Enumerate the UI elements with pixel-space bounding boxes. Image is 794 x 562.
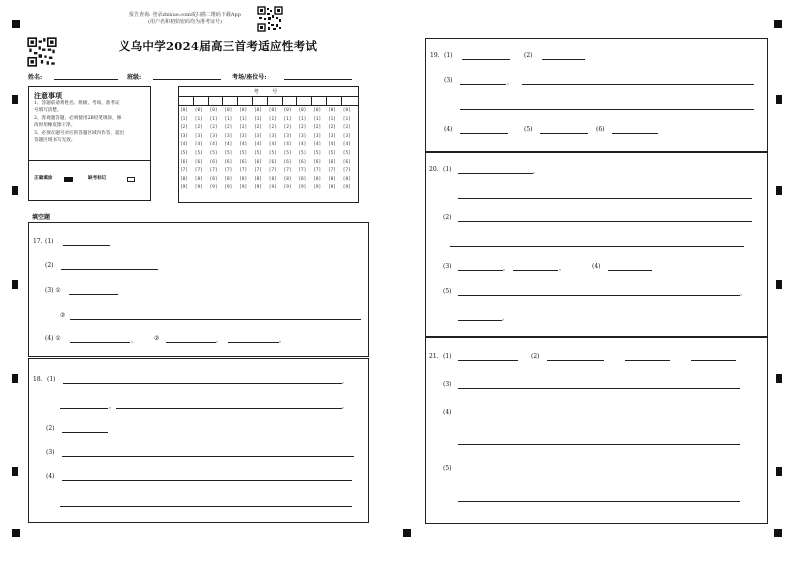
exam-id-bubble[interactable]: [8] bbox=[328, 176, 336, 182]
q19-part2-line[interactable] bbox=[542, 59, 585, 60]
exam-title: 义乌中学2024届高三首考适应性考试 bbox=[118, 39, 318, 53]
exam-id-bubble[interactable]: [8] bbox=[239, 176, 248, 182]
q20-part3-label: (3) bbox=[443, 263, 452, 270]
exam-id-bubble[interactable]: [3] bbox=[342, 133, 351, 139]
q21-part4-label: (4) bbox=[443, 409, 452, 416]
q17-part2-line[interactable] bbox=[61, 269, 158, 270]
q18-number: 18. bbox=[33, 376, 43, 383]
q19-part3c-line[interactable] bbox=[460, 109, 754, 110]
q20-part2b-line[interactable] bbox=[450, 246, 744, 247]
exam-id-bubble[interactable]: [9] bbox=[224, 185, 233, 191]
exam-id-bubble[interactable]: [8] bbox=[194, 176, 203, 182]
q19-part6-line[interactable] bbox=[612, 133, 658, 134]
exam-id-bubble[interactable]: [9] bbox=[298, 185, 307, 191]
q19-number: 19. bbox=[430, 52, 440, 59]
exam-id-bubble[interactable]: [7] bbox=[239, 168, 248, 174]
exam-id-entry-line bbox=[178, 105, 359, 106]
exam-id-bubble[interactable]: [6] bbox=[298, 159, 307, 165]
exam-id-bubble[interactable]: [2] bbox=[224, 125, 233, 131]
report-note-line2: (用户名和初始密码均为准考证号) bbox=[148, 19, 222, 25]
exam-id-bubble[interactable]: [5] bbox=[328, 151, 336, 156]
q18-part1-label: (1) bbox=[47, 376, 56, 383]
exam-id-bubble[interactable]: [7] bbox=[180, 168, 188, 174]
exam-id-column-divider bbox=[341, 96, 342, 105]
exam-id-bubble[interactable]: [4] bbox=[194, 142, 203, 148]
q21-part2-label: (2) bbox=[531, 353, 540, 360]
notes-divider bbox=[28, 160, 151, 161]
q19-part3b-line[interactable] bbox=[522, 84, 754, 85]
exam-id-bubble[interactable]: [5] bbox=[313, 151, 322, 156]
exam-id-bubble[interactable]: [7] bbox=[224, 168, 233, 174]
q17-part4-label: (4) ① bbox=[45, 335, 61, 342]
q19-part3a-line[interactable] bbox=[460, 84, 506, 85]
q19-part1-line[interactable] bbox=[462, 59, 510, 60]
exam-id-bubble[interactable]: [6] bbox=[283, 159, 292, 165]
exam-id-bubble[interactable]: [7] bbox=[209, 168, 218, 174]
exam-id-bubble[interactable]: [8] bbox=[313, 176, 322, 182]
q17-period: 。 bbox=[279, 337, 286, 344]
exam-id-bubble[interactable]: [6] bbox=[180, 159, 188, 165]
exam-id-header: 考 号 bbox=[253, 89, 284, 95]
exam-id-bubble[interactable]: [9] bbox=[268, 185, 277, 191]
q19-part3-label: (3) bbox=[444, 77, 453, 84]
fill-missing-box[interactable] bbox=[127, 177, 135, 182]
exam-id-bubble[interactable]: [2] bbox=[342, 125, 351, 131]
exam-id-bubble[interactable]: [0] bbox=[298, 108, 307, 113]
q17-part3-label: (3) ① bbox=[45, 287, 61, 294]
exam-id-bubble[interactable]: [5] bbox=[209, 151, 218, 156]
exam-id-bubble[interactable]: [8] bbox=[298, 176, 307, 182]
exam-id-bubble[interactable]: [0] bbox=[254, 108, 262, 113]
report-note-line1: 报告查询: 登录zhixue.com或扫描二维码下载App bbox=[129, 12, 241, 18]
exam-id-bubble[interactable]: [4] bbox=[283, 142, 292, 148]
q18-part1-line[interactable] bbox=[63, 383, 342, 384]
q18-part4b-line[interactable] bbox=[60, 506, 352, 507]
notes-item: 1、答题前请将姓名、班级、考场、准考证 bbox=[34, 101, 120, 106]
exam-id-bubble[interactable]: [5] bbox=[283, 151, 292, 156]
q21-part5-label: (5) bbox=[443, 465, 452, 472]
exam-id-bubble[interactable]: [8] bbox=[180, 176, 188, 182]
exam-id-bubble[interactable]: [2] bbox=[298, 125, 307, 131]
exam-id-bubble[interactable]: [7] bbox=[268, 168, 277, 174]
exam-id-bubble[interactable]: [1] bbox=[328, 116, 336, 122]
q20-part1-line[interactable] bbox=[458, 173, 533, 174]
q20-period: 。 bbox=[502, 315, 509, 322]
exam-id-bubble[interactable]: [4] bbox=[239, 142, 248, 148]
exam-id-bubble[interactable]: [3] bbox=[313, 133, 322, 139]
exam-id-bubble[interactable]: [5] bbox=[239, 151, 248, 156]
q17-comma: ， bbox=[131, 337, 138, 344]
exam-id-bubble[interactable]: [2] bbox=[328, 125, 336, 131]
fill-correct-label: 正确填涂 bbox=[34, 176, 53, 181]
notes-item: 号填写清楚。 bbox=[34, 108, 62, 113]
exam-id-bubble[interactable]: [4] bbox=[254, 142, 262, 148]
exam-id-bubble[interactable]: [6] bbox=[328, 159, 336, 165]
exam-id-bubble[interactable]: [9] bbox=[328, 185, 336, 191]
room-seat-label: 考场/座位号: bbox=[232, 74, 267, 81]
exam-id-bubble[interactable]: [2] bbox=[313, 125, 322, 131]
exam-id-bubble[interactable]: [9] bbox=[194, 185, 203, 191]
name-field[interactable] bbox=[54, 79, 118, 80]
exam-id-bubble[interactable]: [7] bbox=[283, 168, 292, 174]
q20-comma4: ， bbox=[740, 290, 747, 297]
exam-id-bubble[interactable]: [9] bbox=[342, 185, 351, 191]
exam-id-column-divider bbox=[193, 96, 194, 105]
q20-part5b-line[interactable] bbox=[458, 320, 502, 321]
exam-id-column-divider bbox=[252, 96, 253, 105]
exam-id-bubble[interactable]: [5] bbox=[194, 151, 203, 156]
q19-answer-box bbox=[425, 38, 768, 152]
exam-id-bubble[interactable]: [3] bbox=[254, 133, 262, 139]
app-qr-code-icon bbox=[257, 6, 283, 32]
exam-id-bubble[interactable]: [0] bbox=[209, 108, 218, 113]
q19-part5-line[interactable] bbox=[540, 133, 588, 134]
q18-part3-label: (3) bbox=[46, 449, 55, 456]
exam-id-column-divider bbox=[282, 96, 283, 105]
q20-number: 20. bbox=[429, 166, 439, 173]
class-field[interactable] bbox=[153, 79, 221, 80]
q18-part4-line[interactable] bbox=[62, 480, 352, 481]
exam-id-bubble[interactable]: [1] bbox=[194, 116, 203, 122]
q20-part1-label: (1) bbox=[443, 166, 452, 173]
exam-id-bubble[interactable]: [5] bbox=[298, 151, 307, 156]
exam-id-bubble[interactable]: [0] bbox=[268, 108, 277, 113]
fill-missing-label: 缺考标记 bbox=[88, 176, 107, 181]
exam-id-bubble[interactable]: [6] bbox=[224, 159, 233, 165]
exam-id-bubble[interactable]: [2] bbox=[194, 125, 203, 131]
exam-id-column-divider bbox=[208, 96, 209, 105]
exam-id-bubble[interactable]: [3] bbox=[283, 133, 292, 139]
exam-id-bubble[interactable]: [4] bbox=[313, 142, 322, 148]
exam-id-bubble[interactable]: [1] bbox=[283, 116, 292, 122]
exam-id-bubble[interactable]: [7] bbox=[254, 168, 262, 174]
q21-part4-line[interactable] bbox=[458, 444, 740, 445]
q21-part2c-line[interactable] bbox=[691, 360, 736, 361]
notes-item: 2、客观题答题，必须使用2B铅笔填涂，修 bbox=[34, 116, 122, 121]
exam-id-bubble[interactable]: [7] bbox=[328, 168, 336, 174]
side-mark-l4 bbox=[12, 374, 18, 383]
q18-comma3: ， bbox=[342, 403, 349, 410]
q18-part1c-line[interactable] bbox=[116, 408, 342, 409]
room-seat-field[interactable] bbox=[284, 79, 352, 80]
exam-id-bubble[interactable]: [6] bbox=[313, 159, 322, 165]
exam-id-bubble[interactable]: [9] bbox=[209, 185, 218, 191]
exam-id-bubble[interactable]: [3] bbox=[239, 133, 248, 139]
student-qr-code-icon bbox=[27, 37, 57, 67]
exam-id-bubble[interactable]: [1] bbox=[298, 116, 307, 122]
exam-id-bubble[interactable]: [2] bbox=[254, 125, 262, 131]
exam-id-header-line bbox=[178, 96, 359, 97]
q18-part2-line[interactable] bbox=[62, 432, 108, 433]
q21-part1-line[interactable] bbox=[458, 360, 518, 361]
exam-id-bubble[interactable]: [5] bbox=[342, 151, 351, 156]
q21-part5-line[interactable] bbox=[458, 501, 740, 502]
section-title: 填空题 bbox=[32, 214, 51, 221]
side-mark-r3 bbox=[776, 280, 782, 289]
q20-part2-line[interactable] bbox=[458, 221, 752, 222]
q19-part5-label: (5) bbox=[524, 126, 533, 133]
exam-id-bubble[interactable]: [4] bbox=[342, 142, 351, 148]
exam-id-bubble[interactable]: [1] bbox=[224, 116, 233, 122]
exam-id-bubble[interactable]: [5] bbox=[224, 151, 233, 156]
exam-id-bubble[interactable]: [4] bbox=[298, 142, 307, 148]
exam-id-bubble[interactable]: [2] bbox=[239, 125, 248, 131]
side-mark-l2 bbox=[12, 186, 18, 195]
exam-id-column-divider bbox=[237, 96, 238, 105]
exam-id-bubble[interactable]: [3] bbox=[298, 133, 307, 139]
q21-part3-label: (3) bbox=[443, 381, 452, 388]
exam-id-bubble[interactable]: [8] bbox=[254, 176, 262, 182]
q20-part5-line[interactable] bbox=[458, 295, 740, 296]
class-label: 班级: bbox=[127, 74, 142, 81]
q17-part1-line[interactable] bbox=[63, 245, 110, 246]
exam-id-bubble[interactable]: [4] bbox=[328, 142, 336, 148]
exam-id-bubble[interactable]: [3] bbox=[328, 133, 336, 139]
exam-id-bubble[interactable]: [4] bbox=[224, 142, 233, 148]
notes-item: 3、必须在题号对应的答题区域内作答，超出 bbox=[34, 131, 125, 136]
corner-mark-tl bbox=[12, 20, 20, 28]
q19-part1-label: (1) bbox=[444, 52, 453, 59]
q17-part3b-line[interactable] bbox=[70, 319, 361, 320]
q21-part3-line[interactable] bbox=[458, 388, 740, 389]
q20-part3a-line[interactable] bbox=[458, 270, 503, 271]
q19-part4-line[interactable] bbox=[460, 133, 508, 134]
exam-id-bubble[interactable]: [1] bbox=[342, 116, 351, 122]
exam-id-bubble[interactable]: [6] bbox=[268, 159, 277, 165]
q20-comma2: ， bbox=[503, 265, 510, 272]
name-label: 姓名: bbox=[28, 74, 43, 81]
q19-part4-label: (4) bbox=[444, 126, 453, 133]
corner-mark-br bbox=[774, 529, 782, 537]
exam-id-bubble[interactable]: [8] bbox=[283, 176, 292, 182]
exam-id-bubble[interactable]: [6] bbox=[342, 159, 351, 165]
q20-comma3: ， bbox=[559, 265, 566, 272]
exam-id-bubble[interactable]: [2] bbox=[209, 125, 218, 131]
exam-id-bubble[interactable]: [0] bbox=[194, 108, 203, 113]
exam-id-bubble[interactable]: [8] bbox=[268, 176, 277, 182]
q21-part1-label: (1) bbox=[443, 353, 452, 360]
q20-part5-label: (5) bbox=[443, 288, 452, 295]
q19-comma: ， bbox=[507, 79, 514, 86]
exam-id-bubble[interactable]: [1] bbox=[268, 116, 277, 122]
exam-id-column-divider bbox=[326, 96, 327, 105]
q18-comma2: ， bbox=[109, 403, 116, 410]
exam-id-bubble[interactable]: [7] bbox=[298, 168, 307, 174]
q20-comma: ， bbox=[533, 168, 540, 175]
q21-part2b-line[interactable] bbox=[625, 360, 670, 361]
q17-part4c-line[interactable] bbox=[228, 342, 279, 343]
side-mark-l3 bbox=[12, 280, 18, 289]
fill-correct-sample bbox=[64, 177, 73, 182]
q17-part4b-label: ② bbox=[154, 335, 160, 342]
q21-number: 21. bbox=[429, 353, 439, 360]
side-mark-r4 bbox=[776, 374, 782, 383]
exam-id-bubble[interactable]: [8] bbox=[209, 176, 218, 182]
exam-id-bubble[interactable]: [2] bbox=[180, 125, 188, 131]
exam-id-bubble[interactable]: [5] bbox=[254, 151, 262, 156]
exam-id-bubble[interactable]: [6] bbox=[239, 159, 248, 165]
exam-id-bubble[interactable]: [0] bbox=[313, 108, 322, 113]
q17-part3a-line[interactable] bbox=[69, 294, 118, 295]
exam-id-bubble[interactable]: [9] bbox=[180, 185, 188, 191]
q17-part4a-line[interactable] bbox=[70, 342, 130, 343]
q18-part1b-line[interactable] bbox=[60, 408, 108, 409]
side-mark-r5 bbox=[776, 467, 782, 476]
exam-id-bubble[interactable]: [4] bbox=[180, 142, 188, 148]
exam-id-bubble[interactable]: [1] bbox=[209, 116, 218, 122]
notes-item: 改时用橡皮擦干净。 bbox=[34, 123, 76, 128]
q20-part4-label: (4) bbox=[592, 263, 601, 270]
exam-id-bubble[interactable]: [9] bbox=[254, 185, 262, 191]
exam-id-bubble[interactable]: [3] bbox=[194, 133, 203, 139]
q21-answer-box bbox=[425, 337, 768, 524]
side-mark-l5 bbox=[12, 467, 18, 476]
exam-id-bubble[interactable]: [7] bbox=[313, 168, 322, 174]
exam-id-bubble[interactable]: [7] bbox=[342, 168, 351, 174]
q17-part2-label: (2) bbox=[45, 262, 54, 269]
exam-id-bubble[interactable]: [7] bbox=[194, 168, 203, 174]
exam-id-bubble[interactable]: [1] bbox=[239, 116, 248, 122]
q17-part1-label: (1) bbox=[45, 238, 54, 245]
exam-id-bubble[interactable]: [5] bbox=[268, 151, 277, 156]
exam-id-bubble[interactable]: [2] bbox=[283, 125, 292, 131]
exam-id-bubble[interactable]: [1] bbox=[254, 116, 262, 122]
notes-title: 注意事项 bbox=[34, 91, 62, 100]
q17-answer-box bbox=[28, 222, 369, 357]
exam-id-bubble[interactable]: [5] bbox=[180, 151, 188, 156]
q18-part2-label: (2) bbox=[46, 425, 55, 432]
corner-mark-tr bbox=[774, 20, 782, 28]
q18-comma: ， bbox=[342, 378, 349, 385]
q19-part2-label: (2) bbox=[524, 52, 533, 59]
exam-id-bubble[interactable]: [3] bbox=[224, 133, 233, 139]
exam-id-column-divider bbox=[267, 96, 268, 105]
exam-id-bubble[interactable]: [0] bbox=[180, 108, 188, 113]
q20-part3b-line[interactable] bbox=[513, 270, 558, 271]
q20-part4-line[interactable] bbox=[608, 270, 652, 271]
q17-part4b-line[interactable] bbox=[166, 342, 216, 343]
q17-part3b-label: ② bbox=[60, 312, 66, 319]
q20-answer-box bbox=[425, 152, 768, 337]
exam-id-bubble[interactable]: [0] bbox=[239, 108, 248, 113]
q17-number: 17. bbox=[33, 238, 43, 245]
side-mark-l1 bbox=[12, 95, 18, 104]
q19-part6-label: (6) bbox=[596, 126, 605, 133]
exam-id-bubble[interactable]: [6] bbox=[194, 159, 203, 165]
exam-id-bubble[interactable]: [0] bbox=[224, 108, 233, 113]
exam-id-bubble[interactable]: [4] bbox=[268, 142, 277, 148]
exam-id-bubble[interactable]: [3] bbox=[180, 133, 188, 139]
exam-id-bubble[interactable]: [1] bbox=[313, 116, 322, 122]
exam-id-bubble[interactable]: [4] bbox=[209, 142, 218, 148]
corner-mark-bl bbox=[12, 529, 20, 537]
exam-id-bubble[interactable]: [6] bbox=[209, 159, 218, 165]
side-mark-r2 bbox=[776, 186, 782, 195]
q20-part1b-line[interactable] bbox=[458, 198, 752, 199]
exam-id-bubble[interactable]: [2] bbox=[268, 125, 277, 131]
exam-id-bubble[interactable]: [3] bbox=[209, 133, 218, 139]
exam-id-column-divider bbox=[296, 96, 297, 105]
q18-part3-line[interactable] bbox=[62, 456, 354, 457]
exam-id-bubble[interactable]: [9] bbox=[313, 185, 322, 191]
side-mark-r1 bbox=[776, 95, 782, 104]
exam-id-bubble[interactable]: [8] bbox=[224, 176, 233, 182]
exam-id-bubble[interactable]: [6] bbox=[254, 159, 262, 165]
exam-id-bubble[interactable]: [0] bbox=[328, 108, 336, 113]
exam-id-bubble[interactable]: [0] bbox=[342, 108, 351, 113]
exam-id-bubble[interactable]: [8] bbox=[342, 176, 351, 182]
exam-id-column-divider bbox=[222, 96, 223, 105]
exam-id-column-divider bbox=[311, 96, 312, 105]
q21-part2-line[interactable] bbox=[547, 360, 604, 361]
q18-part4-label: (4) bbox=[46, 473, 55, 480]
exam-id-bubble[interactable]: [0] bbox=[283, 108, 292, 113]
exam-id-bubble[interactable]: [9] bbox=[283, 185, 292, 191]
notes-item: 答题区域书写无效。 bbox=[34, 138, 76, 143]
exam-id-bubble[interactable]: [1] bbox=[180, 116, 188, 122]
corner-mark-bm bbox=[403, 529, 411, 537]
q17-comma2: ， bbox=[216, 337, 223, 344]
exam-id-bubble[interactable]: [9] bbox=[239, 185, 248, 191]
q20-part2-label: (2) bbox=[443, 214, 452, 221]
exam-id-bubble[interactable]: [3] bbox=[268, 133, 277, 139]
